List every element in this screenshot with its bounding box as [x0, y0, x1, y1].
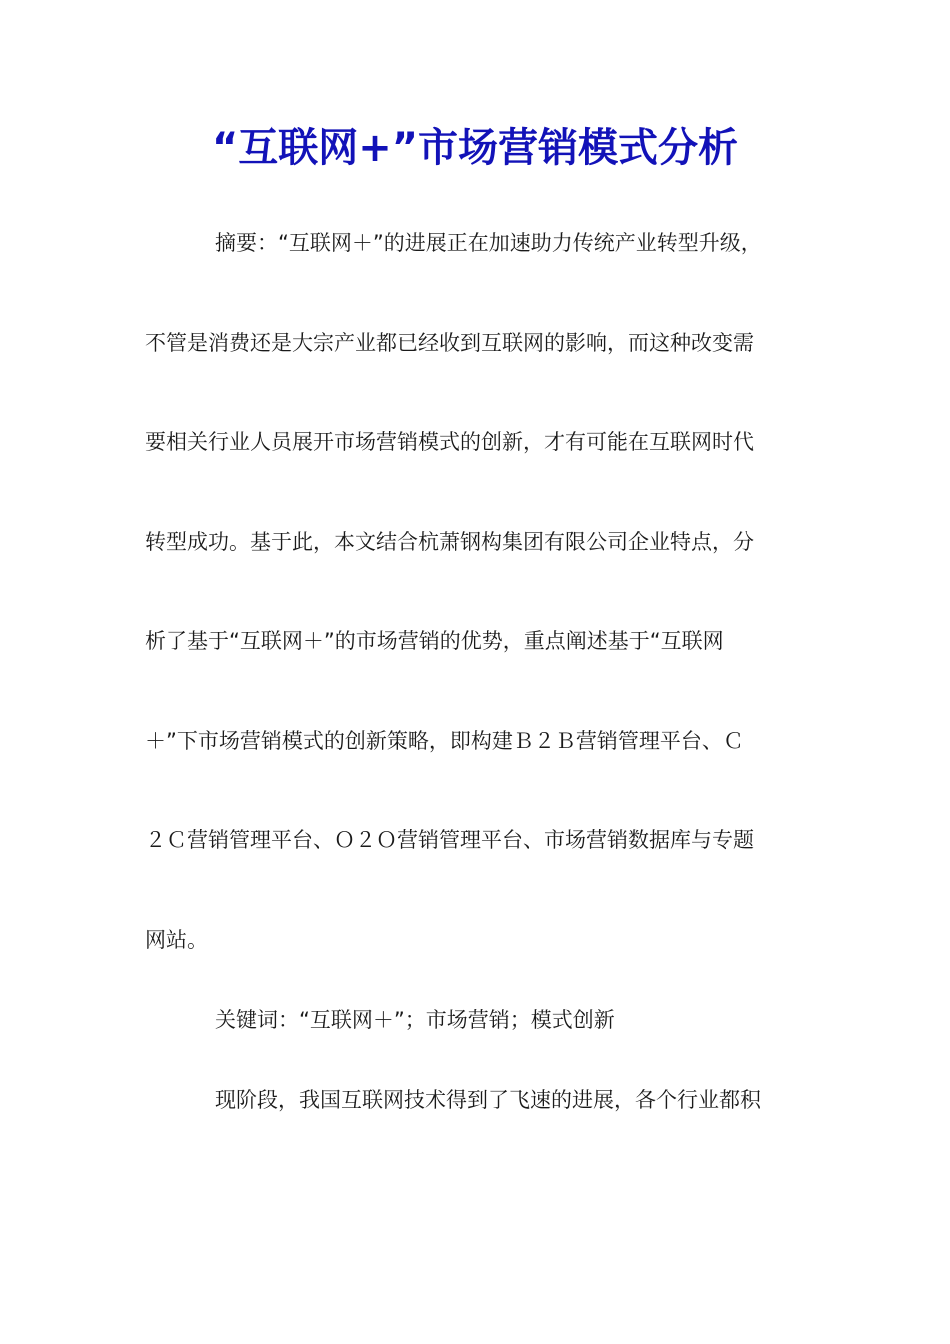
keywords-line: 关键词：“互联网＋”；市场营销；模式创新	[215, 1008, 615, 1032]
abstract-line-6: ＋”下市场营销模式的创新策略，即构建Ｂ２Ｂ营销管理平台、Ｃ	[145, 729, 744, 753]
abstract-line-5: 析了基于“互联网＋”的市场营销的优势，重点阐述基于“互联网	[145, 629, 724, 653]
abstract-line-8: 网站。	[145, 928, 208, 952]
abstract-line-2: 不管是消费还是大宗产业都已经收到互联网的影响，而这种改变需	[145, 331, 754, 355]
document-title: “互联网+”市场营销模式分析	[211, 125, 739, 171]
abstract-line-7: ２Ｃ营销管理平台、Ｏ２Ｏ营销管理平台、市场营销数据库与专题	[145, 828, 754, 852]
abstract-line-1: 摘要：“互联网＋”的进展正在加速助力传统产业转型升级，	[215, 231, 762, 255]
abstract-line-4: 转型成功。基于此，本文结合杭萧钢构集团有限公司企业特点，分	[145, 530, 754, 554]
abstract-line-3: 要相关行业人员展开市场营销模式的创新，才有可能在互联网时代	[145, 430, 754, 454]
body-paragraph-line-1: 现阶段，我国互联网技术得到了飞速的进展，各个行业都积	[215, 1088, 761, 1112]
